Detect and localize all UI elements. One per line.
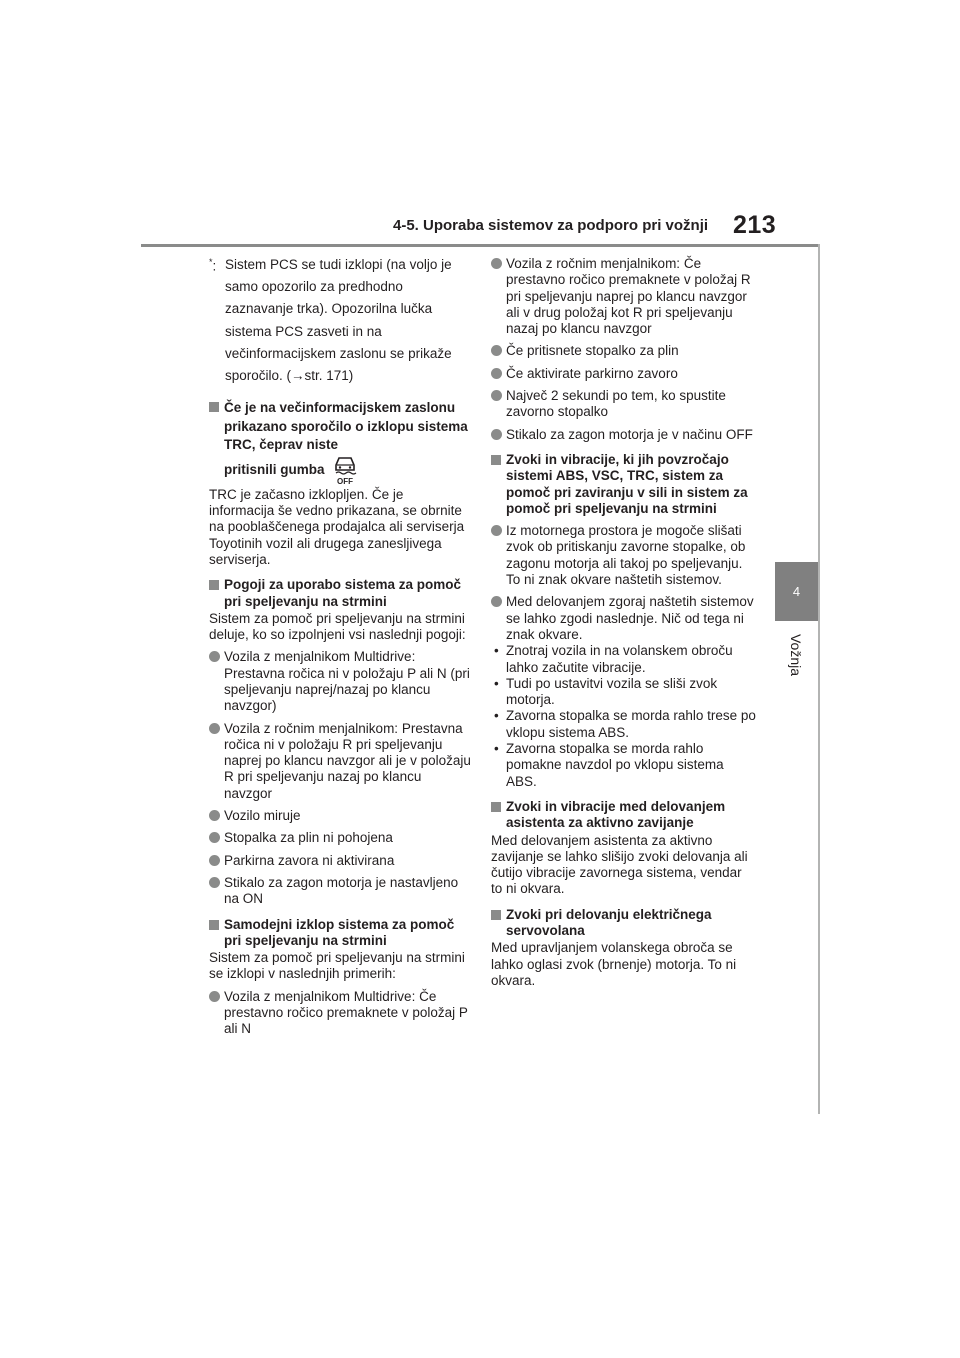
trc-off-icon xyxy=(332,456,358,486)
list-item: Vozila z ročnim menjalnikom: Če prestavno ročico premaknete v položaj R pri speljevanju naprej po klancu navzgor ali v drug položaj kot R pri speljevanju nazaj po klancu navzgor xyxy=(491,256,756,337)
bullet-icon xyxy=(209,810,220,821)
right-column xyxy=(491,254,756,989)
bullet-icon xyxy=(491,596,502,607)
chapter-tab: 4 xyxy=(775,562,818,621)
bullet-icon xyxy=(209,832,220,843)
bullet-icon xyxy=(491,258,502,269)
sidebar-divider xyxy=(818,244,820,1114)
left-column xyxy=(209,254,472,1038)
bullet-icon xyxy=(491,429,502,440)
eps-body: Med upravljanjem volanskega obroča se lahko oglasi zvok (brnenje) motorja. To ni okvara. xyxy=(491,940,737,988)
bullet-icon xyxy=(209,991,220,1002)
list-item: Vozila z menjalnikom Multidrive: Prestavna ročica ni v položaju P ali N (pri speljevanju naprej/nazaj po klancu navzgor) xyxy=(209,649,472,714)
bullet-icon xyxy=(209,651,220,662)
section-marker-icon xyxy=(491,455,501,465)
list-item: Stikalo za zagon motorja je v načinu OFF xyxy=(491,427,756,443)
hac-auto-off-body: Sistem za pomoč pri speljevanju na strmini se izklopi v naslednjih primerih: xyxy=(209,950,465,982)
list-item: Vozila z ročnim menjalnikom: Prestavna ročica ni v položaju R pri speljevanju naprej po klancu navzgor ali je v položaju R pri speljevanju nazaj po klancu navzgor xyxy=(209,721,472,802)
list-item: Iz motornega prostora je mogoče slišati zvok ob pritiskanju zavorne stopalke, ob zagonu motorja ali takoj po speljevanju. To ni znak okvare naštetih sistemov. xyxy=(491,523,756,588)
section-title: 4-5. Uporaba sistemov za podporo pri vožnji xyxy=(393,217,709,234)
list-item: Stopalka za plin ni pohojena xyxy=(209,830,472,846)
section-heading-hac-auto-off: Samodejni izklop sistema za pomoč pri speljevanju na strmini xyxy=(209,917,472,950)
section-heading-hac-conditions: Pogoji za uporabo sistema za pomoč pri speljevanju na strmini xyxy=(209,577,472,610)
list-item: Med delovanjem zgoraj naštetih sistemov se lahko zgodi naslednje. Nič od tega ni znak okvare. xyxy=(491,594,756,643)
section-heading-trc: Če je na večinformacijskem zaslonu prikazano sporočilo o izklopu sistema TRC, čeprav niste pritisnili gumba OFF xyxy=(209,399,472,486)
trc-icon-label: OFF xyxy=(336,476,353,486)
list-item: Če aktivirate parkirno zavoro xyxy=(491,366,756,382)
footnote-mark: *: xyxy=(209,257,217,274)
bullet-icon xyxy=(491,525,502,536)
section-marker-icon xyxy=(209,580,219,590)
bullet-icon xyxy=(209,723,220,734)
bullet-icon xyxy=(209,877,220,888)
dash-item: • Zavorna stopalka se morda rahlo trese po vklopu sistema ABS. xyxy=(494,708,756,740)
section-marker-icon xyxy=(209,920,219,930)
header-divider xyxy=(141,244,819,247)
page-number: 213 xyxy=(733,211,777,239)
list-item: Vozila z menjalnikom Multidrive: Če prestavno ročico premaknete v položaj P ali N xyxy=(209,989,472,1038)
section-marker-icon xyxy=(491,910,501,920)
section-marker-icon xyxy=(491,802,501,812)
chapter-label: Vožnja xyxy=(788,633,804,677)
dash-item: • Tudi po ustavitvi vozila se sliši zvok motorja. xyxy=(494,675,718,708)
hac-conditions-body: Sistem za pomoč pri speljevanju na strmini deluje, ko so izpolnjeni vsi naslednji pogoji: xyxy=(209,610,466,643)
steering-assist-body: Med delovanjem asistenta za aktivno zavijanje se lahko slišijo zvoki delovanja ali čutijo vibracije zavornega sistema, vendar to ni okvara. xyxy=(491,832,748,897)
section-heading-steering-assist: Zvoki in vibracije med delovanjem asistenta za aktivno zavijanje xyxy=(491,799,756,832)
bullet-icon xyxy=(491,368,502,379)
dash-item: • Znotraj vozila in na volanskem obroču lahko začutite vibracije. xyxy=(494,643,733,675)
bullet-icon xyxy=(491,390,502,401)
footnote xyxy=(209,254,472,387)
section-heading-sounds: Zvoki in vibracije, ki jih povzročajo sistemi ABS, VSC, TRC, sistem za pomoč pri zaviranju v sili in sistem za pomoč pri speljevanju na strmini xyxy=(491,452,756,517)
footnote-text: Sistem PCS se tudi izklopi (na voljo je samo opozorilo za predhodno zaznavanje trka). Opozorilna lučka sistema PCS zasveti in na večinformacijskem zaslonu se prikaže sporočilo. (→str. 171) xyxy=(225,257,452,384)
list-item: Največ 2 sekundi po tem, ko spustite zavorno stopalko xyxy=(491,388,756,421)
list-item: Vozilo miruje xyxy=(209,808,472,824)
bullet-icon xyxy=(209,855,220,866)
list-item: Parkirna zavora ni aktivirana xyxy=(209,853,472,869)
list-item: Če pritisnete stopalko za plin xyxy=(491,343,756,359)
bullet-icon xyxy=(491,345,502,356)
dash-item: • Zavorna stopalka se morda rahlo pomakne navzdol po vklopu sistema ABS. xyxy=(494,741,724,789)
trc-body: TRC je začasno izklopljen. Če je informacija še vedno prikazana, se obrnite na pooblaščenega prodajalca ali serviserja Toyotinih vozil ali drugega zanesljivega serviserja. xyxy=(209,486,465,567)
section-marker-icon xyxy=(209,402,219,412)
section-heading-eps: Zvoki pri delovanju električnega servovolana xyxy=(491,907,756,940)
list-item: Stikalo za zagon motorja je nastavljeno na ON xyxy=(209,875,472,908)
